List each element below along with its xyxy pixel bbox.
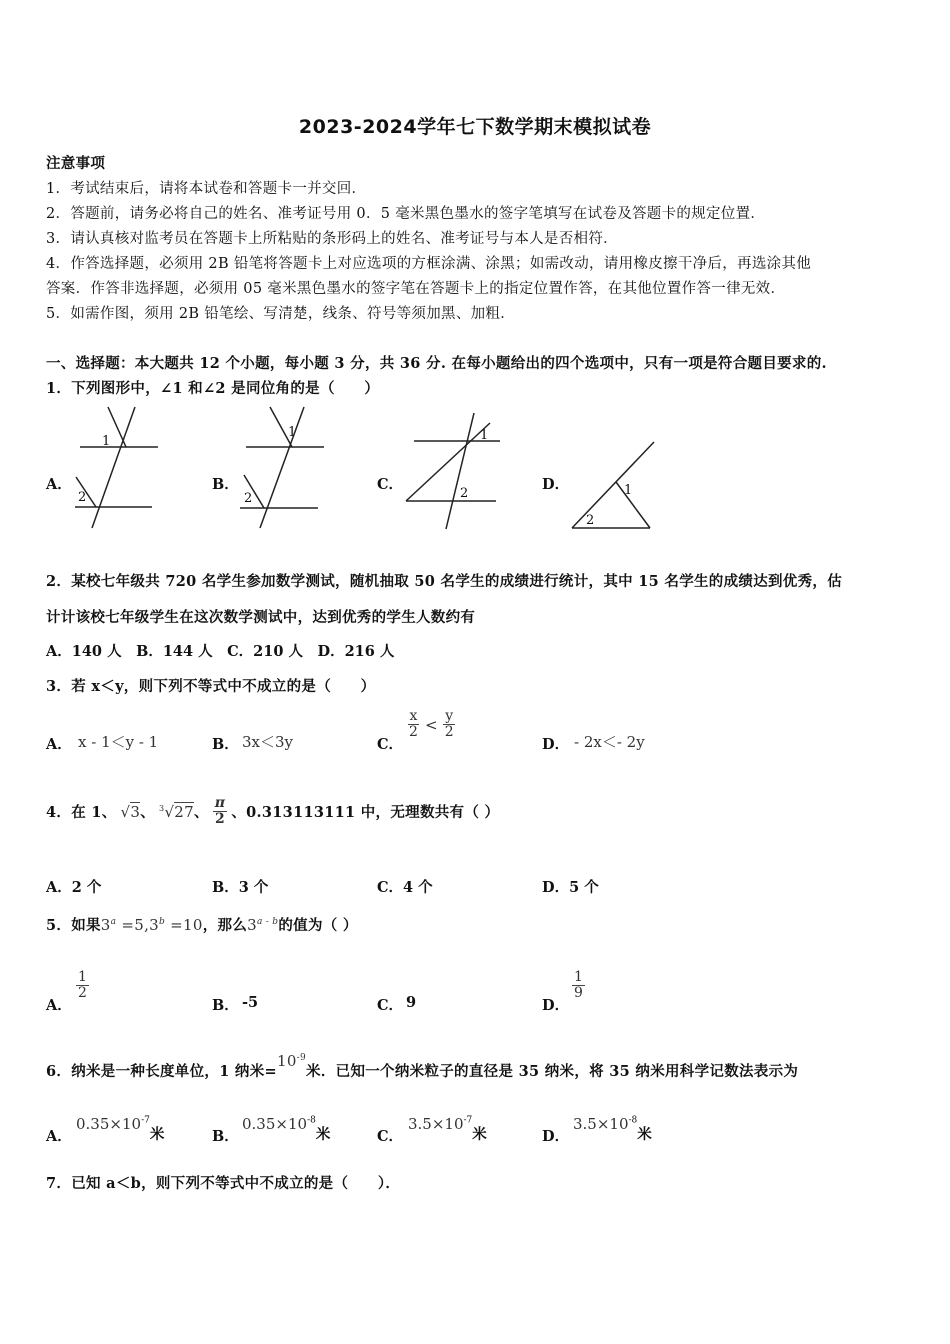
q5-option-a [76, 970, 89, 1002]
fraction: $\frac{1}{2}$ [78, 969, 87, 1002]
q4-option-d: D．5 个 [542, 879, 599, 896]
q5-option-b-label: B． [212, 997, 239, 1014]
question-7-stem: 7．已知 a＜b，则下列不等式中不成立的是（ ）． [46, 1175, 401, 1192]
q6-option-a: $0.35\times 10^{-7}$米 [76, 1115, 165, 1143]
q5-option-d-label: D． [542, 997, 570, 1014]
expr-3-a-minus-b: 3$^{a - b}$ [247, 916, 279, 934]
pi-over-2: $\frac{\pi}{2}$ [214, 795, 226, 828]
section-heading: 一、选择题：本大题共 12 个小题，每小题 3 分，共 36 分. 在每小题给出的四个选项中，只有一项是符合题目要求的. [46, 355, 827, 372]
segment-line [108, 407, 126, 447]
q3-option-a-label: A． [46, 736, 72, 753]
question-3-stem: 3．若 x＜y，则下列不等式中不成立的是（ ） [46, 678, 376, 695]
q5-option-c-label: C． [377, 997, 404, 1014]
transversal-line [446, 413, 474, 529]
q1-option-d-label: D． [542, 476, 570, 493]
q4-option-c: C．4 个 [377, 879, 433, 896]
angle-1-label: 1 [624, 483, 633, 498]
fraction: $\frac{1}{9}$ [574, 969, 583, 1002]
fraction: $\frac{x}{2}$ [409, 708, 418, 741]
notice-item: 4．作答选择题，必须用 2B 铅笔将答题卡上对应选项的方框涂满、涂黑；如需改动，请用橡皮擦干净后，再选涂其他 [46, 256, 812, 272]
q6-option-b-label: B． [212, 1128, 239, 1145]
notice-item: 1．考试结束后，请将本试卷和答题卡一并交回． [46, 181, 367, 197]
q5-option-b: -5 [242, 994, 259, 1011]
q6-option-a-label: A． [46, 1128, 72, 1145]
q3-option-d-label: D． [542, 736, 570, 753]
q3-option-b-label: B． [212, 736, 239, 753]
page-title: 2023-2024学年七下数学期末模拟试卷 [298, 116, 652, 138]
q3-option-a: x - 1＜y - 1 [78, 733, 159, 751]
angle-1-label: 1 [480, 428, 489, 443]
angle-1-label: 1 [102, 434, 111, 449]
q1-figure-d [568, 438, 663, 533]
question-2-line-2: 计计该校七年级学生在这次数学测试中，达到优秀的学生人数约有 [46, 609, 476, 626]
notice-item: 3．请认真核对监考员在答题卡上所粘贴的条形码上的姓名、准考证号与本人是否相符． [46, 231, 618, 247]
q5-option-d [572, 970, 585, 1002]
cube-root-27: $^3$√27 [159, 802, 194, 821]
question-2-line-1: 2．某校七年级共 720 名学生参加数学测试，随机抽取 50 名学生的成绩进行统计，其中 15 名学生的成绩达到优秀，估 [46, 573, 842, 590]
transversal-line [92, 407, 135, 528]
q1-option-b-label: B． [212, 476, 239, 493]
q5-option-a-label: A． [46, 997, 72, 1014]
q3-option-c: $\frac{x}{2}$ < $\frac{y}{2}$ [409, 708, 454, 741]
q4-option-b: B．3 个 [212, 879, 269, 896]
notice-item: 答案．作答非选择题，必须用 05 毫米黑色墨水的签字笔在答题卡上的指定位置作答，在其他位置作答一律无效． [46, 281, 786, 297]
q6-option-d-label: D． [542, 1128, 570, 1145]
notice-item: 2．答题前，请务必将自己的姓名、准考证号用 0．5 毫米黑色墨水的签字笔填写在试卷及答题卡的规定位置． [46, 206, 766, 222]
notice-heading: 注意事项 [46, 155, 106, 172]
question-2-options: A．140 人 B．144 人 C．210 人 D．216 人 [46, 643, 395, 660]
transversal-line [260, 407, 304, 528]
q6-option-c: $3.5\times 10^{-7}$米 [408, 1115, 487, 1143]
fraction: $\frac{y}{2}$ [444, 708, 454, 741]
question-4-stem: 4．在 1、 √3 、 $^3$√27 、 $\frac{\pi}{2}$ 、0.313113111 中，无理数共有（ ） [46, 795, 500, 828]
q5-option-c: 9 [406, 994, 417, 1011]
question-5-stem: 5．如果3$^a$ =5,3$^b$ =10，那么3$^{a - b}$的值为（ ） [46, 916, 358, 934]
q1-option-a-label: A． [46, 476, 72, 493]
q6-option-b: $0.35\times 10^{-8}$米 [242, 1115, 331, 1143]
expr-10-pow: $10^{-9}$ [276, 1052, 307, 1070]
q6-option-c-label: C． [377, 1128, 404, 1145]
q1-figure-b [238, 405, 333, 530]
angle-2-label: 2 [460, 486, 469, 501]
angle-2-label: 2 [244, 491, 253, 506]
side-line [616, 482, 650, 528]
notice-item: 5．如需作图，须用 2B 铅笔绘、写清楚，线条、符号等须加黑、加粗． [46, 306, 516, 322]
hypotenuse-line [572, 442, 654, 528]
sqrt-3: √3 [120, 802, 141, 821]
question-6-stem: 6．纳米是一种长度单位，1 纳米$=10^{-9}$米．已知一个纳米粒子的直径是 35 纳米，将 35 纳米用科学记数法表示为 [46, 1052, 799, 1080]
angle-2-label: 2 [78, 490, 87, 505]
angle-2-label: 2 [586, 513, 595, 528]
q6-option-d: $3.5\times 10^{-8}$米 [573, 1115, 652, 1143]
question-1-stem: 1．下列图形中，∠1 和∠2 是同位角的是（ ） [46, 380, 380, 397]
segment-line [406, 423, 490, 501]
expr-3a: 3$^a$ =5,3$^b$ =10 [100, 916, 203, 934]
q1-option-c-label: C． [377, 476, 404, 493]
q3-option-b: 3x＜3y [242, 733, 294, 751]
q1-figure-a [70, 405, 165, 530]
q4-option-a: A．2 个 [46, 879, 102, 896]
q1-figure-c [400, 405, 510, 530]
angle-1-label: 1 [288, 425, 297, 440]
q3-option-c-label: C． [377, 736, 404, 753]
q3-option-d: - 2x＜- 2y [574, 733, 645, 751]
